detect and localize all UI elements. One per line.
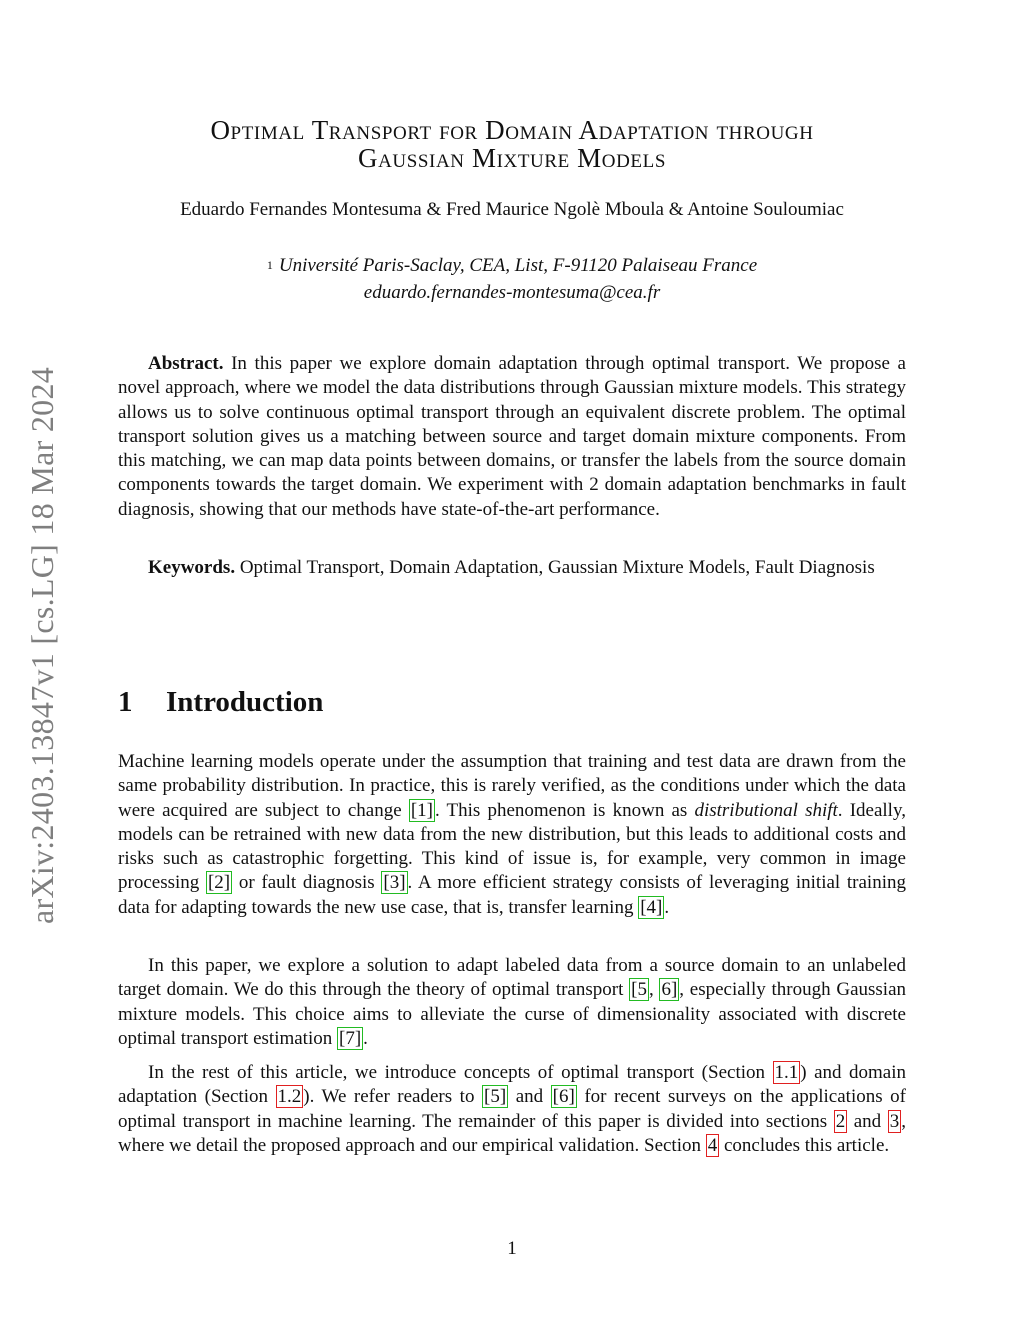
text-run: and bbox=[847, 1110, 888, 1132]
section-link[interactable]: 1.1 bbox=[774, 1062, 799, 1083]
text-run: . bbox=[363, 1027, 368, 1049]
text-run: for recent surveys on the applications of optimal transport in machine learning. The remainder of this paper is divided into sections bbox=[118, 1086, 906, 1132]
text-run: In this paper, we explore a solution to adapt labeled data from a source domain to an unlabeled target domain. We do this through the theory of optimal transport bbox=[118, 955, 906, 1001]
abstract-label: Abstract. bbox=[148, 353, 224, 374]
text-run: . bbox=[664, 896, 670, 918]
intro-paragraph-2 bbox=[118, 954, 906, 1051]
text-run: ) and domain adaptation (Section bbox=[118, 1062, 906, 1108]
citation-link[interactable]: 6] bbox=[661, 979, 678, 1001]
text-run: ). We refer readers to bbox=[303, 1086, 482, 1108]
affiliation bbox=[118, 253, 906, 305]
text-run: or fault diagnosis bbox=[232, 872, 382, 894]
citation-link[interactable]: [6] bbox=[552, 1086, 575, 1108]
author-email: eduardo.fernandes-montesuma@cea.fr bbox=[363, 282, 661, 303]
page-number: 1 bbox=[507, 1238, 517, 1259]
arxiv-stamp-text: arXiv:2403.13847v1 [cs.LG] 18 Mar 2024 bbox=[24, 366, 61, 924]
text-run: concludes this article. bbox=[719, 1134, 890, 1156]
title-line-2: Gaussian Mixture Models bbox=[357, 143, 667, 173]
citation-link[interactable]: [3] bbox=[383, 872, 406, 894]
text-run: , bbox=[648, 979, 660, 1001]
section-link[interactable]: 2 bbox=[835, 1110, 846, 1132]
section-link[interactable]: 1.2 bbox=[277, 1086, 302, 1108]
intro-paragraph-1 bbox=[118, 750, 906, 920]
title-line-1: Optimal Transport for Domain Adaptation through bbox=[210, 115, 814, 145]
arxiv-stamp bbox=[16, 350, 70, 940]
keywords-text: Optimal Transport, Domain Adaptation, Gaussian Mixture Models, Fault Diagnosis bbox=[235, 557, 875, 578]
affiliation-marker: 1 bbox=[266, 258, 273, 272]
intro-paragraph-3 bbox=[118, 1061, 906, 1158]
text-run: . This phenomenon is known as bbox=[434, 799, 695, 821]
authors: Eduardo Fernandes Montesuma & Fred Maurice Ngolè Mboula & Antoine Souloumiac bbox=[180, 199, 844, 220]
text-run: , especially through Gaussian mixture models. This choice aims to alleviate the curse of dimensionality associated with discrete optimal transport estimation bbox=[118, 979, 907, 1049]
section-number: 1 bbox=[118, 686, 133, 718]
citation-link[interactable]: [4] bbox=[640, 896, 663, 918]
citation-link[interactable]: [1] bbox=[410, 799, 433, 821]
citation-link[interactable]: [2] bbox=[207, 872, 231, 894]
keywords-label: Keywords. bbox=[148, 557, 236, 578]
paper-title bbox=[118, 116, 906, 172]
text-run: In the rest of this article, we introduce concepts of optimal transport (Section bbox=[148, 1062, 773, 1083]
text-run: and bbox=[508, 1086, 551, 1108]
section-title: Introduction bbox=[166, 686, 324, 718]
abstract bbox=[118, 352, 906, 522]
abstract-text: In this paper we explore domain adaptation through optimal transport. We propose a novel approach, where we model the data distributions through Gaussian mixture models. This strategy allows us to solve continuous optimal transport through an equivalent discrete problem. The optimal transport solution gives us a matching between source and target domain mixture components. From this matching, we can map data points between domains, or transfer the labels from the source domain components towards the target domain. We experiment with 2 domain adaptation benchmarks in fault diagnosis, showing that our methods have state-of-the-art performance. bbox=[118, 353, 906, 520]
text-run: , where we detail the proposed approach and our empirical validation. Section bbox=[118, 1110, 906, 1156]
section-link[interactable]: 3 bbox=[889, 1110, 900, 1132]
text-run: Machine learning models operate under the assumption that training and test data are drawn from the same probability distribution. In practice, this is rarely verified, as the conditions under which the data were acquired are subject to change bbox=[118, 751, 906, 821]
text-run: . Ideally, models can be retrained with new data from the new distribution, but this leads to additional costs and risks such as catastrophic forgetting. This kind of issue is, for example, very common in image processing bbox=[118, 799, 906, 894]
emphasis: distributional shift bbox=[694, 799, 838, 821]
citation-link[interactable]: [5] bbox=[484, 1086, 507, 1108]
text-run: . A more efficient strategy consists of leveraging initial training data for adapting towards the new use case, that is, transfer learning bbox=[118, 872, 906, 918]
citation-link[interactable]: [7] bbox=[339, 1027, 362, 1049]
affiliation-institution: Université Paris-Saclay, CEA, List, F-91120 Palaiseau France bbox=[278, 255, 758, 276]
section-heading bbox=[118, 686, 718, 719]
citation-link[interactable]: [5 bbox=[631, 979, 647, 1001]
keywords bbox=[118, 556, 906, 580]
section-link[interactable]: 4 bbox=[707, 1134, 718, 1156]
